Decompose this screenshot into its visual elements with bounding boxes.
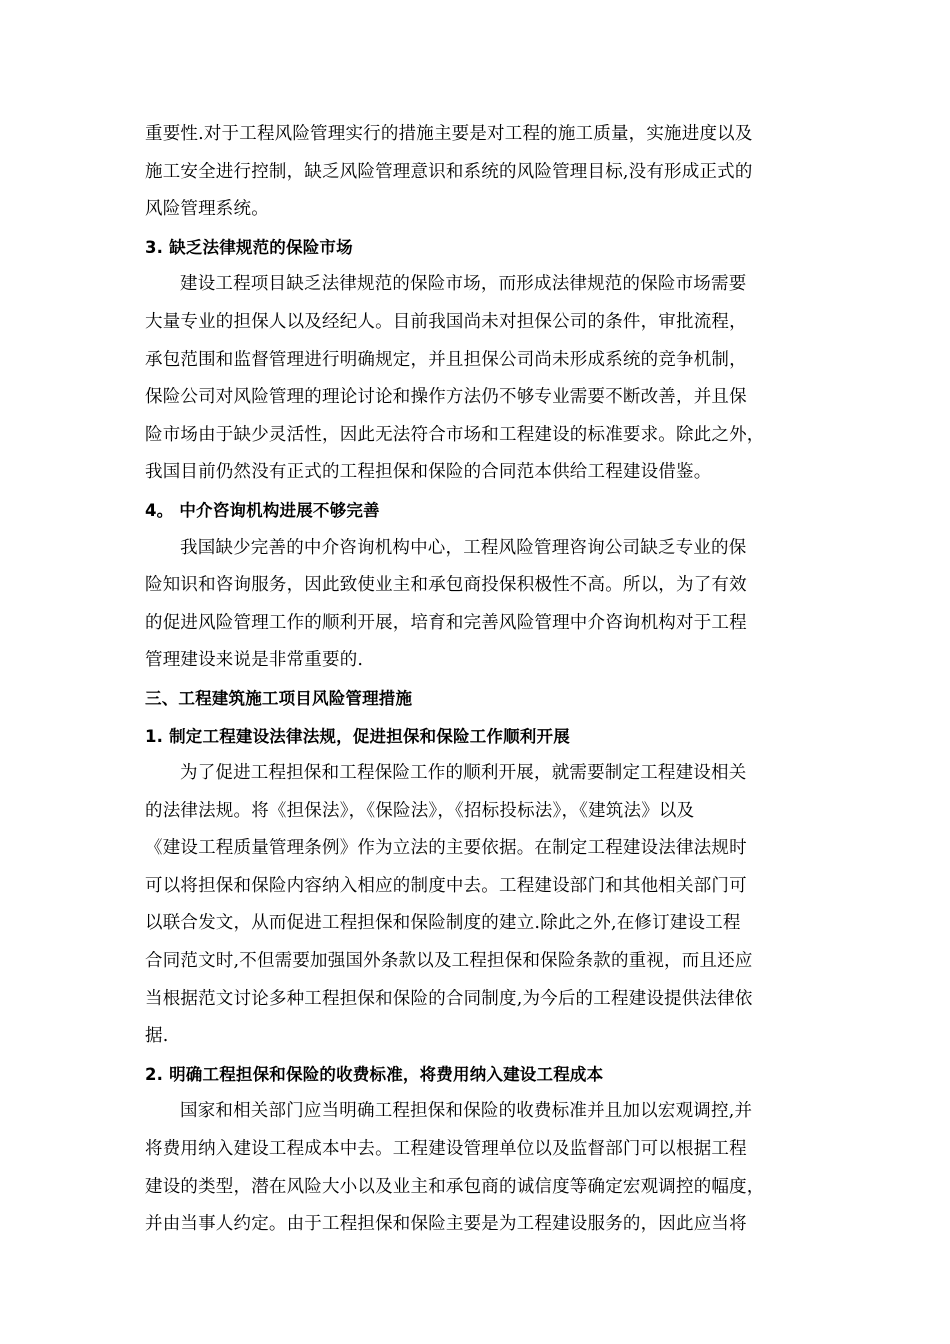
paragraph-line: 据. (145, 1026, 169, 1047)
paragraph-line: 可以将担保和保险内容纳入相应的制度中去。工程建设部门和其他相关部门可 (145, 875, 747, 896)
paragraph-line: 险市场由于缺少灵活性，因此无法符合市场和工程建设的标准要求。除此之外， (145, 424, 765, 445)
paragraph-line: 的促进风险管理工作的顺利开展，培育和完善风险管理中介咨询机构对于工程 (145, 612, 747, 633)
paragraph-line: 我国目前仍然没有正式的工程担保和保险的合同范本供给工程建设借鉴。 (145, 462, 712, 483)
paragraph-line: 《建设工程质量管理条例》作为立法的主要依据。在制定工程建设法律法规时 (145, 838, 747, 859)
section-heading: 4。 中介咨询机构进展不够完善 (145, 500, 380, 520)
paragraph-line: 合同范文时,不但需要加强国外条款以及工程担保和保险条款的重视，而且还应 (145, 951, 753, 972)
paragraph-line: 并由当事人约定。由于工程担保和保险主要是为工程建设服务的，因此应当将 (145, 1214, 747, 1235)
section-heading: 2. 明确工程担保和保险的收费标准，将费用纳入建设工程成本 (145, 1064, 604, 1084)
paragraph-line: 承包范围和监督管理进行明确规定，并且担保公司尚未形成系统的竞争机制， (145, 349, 747, 370)
paragraph-line: 风险管理系统。 (145, 199, 269, 220)
paragraph-line: 重要性.对于工程风险管理实行的措施主要是对工程的施工质量，实施进度以及 (145, 124, 753, 144)
paragraph-line: 管理建设来说是非常重要的. (145, 650, 364, 671)
paragraph-first-line: 为了促进工程担保和工程保险工作的顺利开展，就需要制定工程建设相关 (180, 763, 747, 784)
paragraph-line: 将费用纳入建设工程成本中去。工程建设管理单位以及监督部门可以根据工程 (145, 1139, 747, 1160)
paragraph-line: 大量专业的担保人以及经纪人。目前我国尚未对担保公司的条件，审批流程， (145, 311, 747, 332)
paragraph-first-line: 我国缺少完善的中介咨询机构中心，工程风险管理咨询公司缺乏专业的保 (180, 537, 747, 558)
section-heading: 3. 缺乏法律规范的保险市场 (145, 237, 353, 257)
paragraph-line: 保险公司对风险管理的理论讨论和操作方法仍不够专业需要不断改善，并且保 (145, 387, 747, 408)
paragraph-line: 建设的类型，潜在风险大小以及业主和承包商的诚信度等确定宏观调控的幅度， (145, 1176, 765, 1197)
paragraph-line: 的法律法规。将《担保法》，《保险法》，《招标投标法》，《建筑法》以及 (145, 800, 695, 821)
document-page (145, 116, 815, 1244)
paragraph-line: 险知识和咨询服务，因此致使业主和承包商投保积极性不高。所以，为了有效 (145, 575, 747, 596)
paragraph-line: 当根据范文讨论多种工程担保和保险的合同制度,为今后的工程建设提供法律依 (145, 988, 753, 1009)
paragraph-first-line: 建设工程项目缺乏法律规范的保险市场，而形成法律规范的保险市场需要 (180, 274, 747, 295)
paragraph-line: 施工安全进行控制，缺乏风险管理意识和系统的风险管理目标,没有形成正式的 (145, 161, 753, 182)
paragraph-first-line: 国家和相关部门应当明确工程担保和保险的收费标准并且加以宏观调控,并 (180, 1101, 753, 1122)
section-heading: 1. 制定工程建设法律法规，促进担保和保险工作顺利开展 (145, 726, 570, 746)
section-heading: 三、工程建筑施工项目风险管理措施 (145, 688, 413, 708)
paragraph-line: 以联合发文，从而促进工程担保和保险制度的建立.除此之外,在修订建设工程 (145, 913, 741, 934)
